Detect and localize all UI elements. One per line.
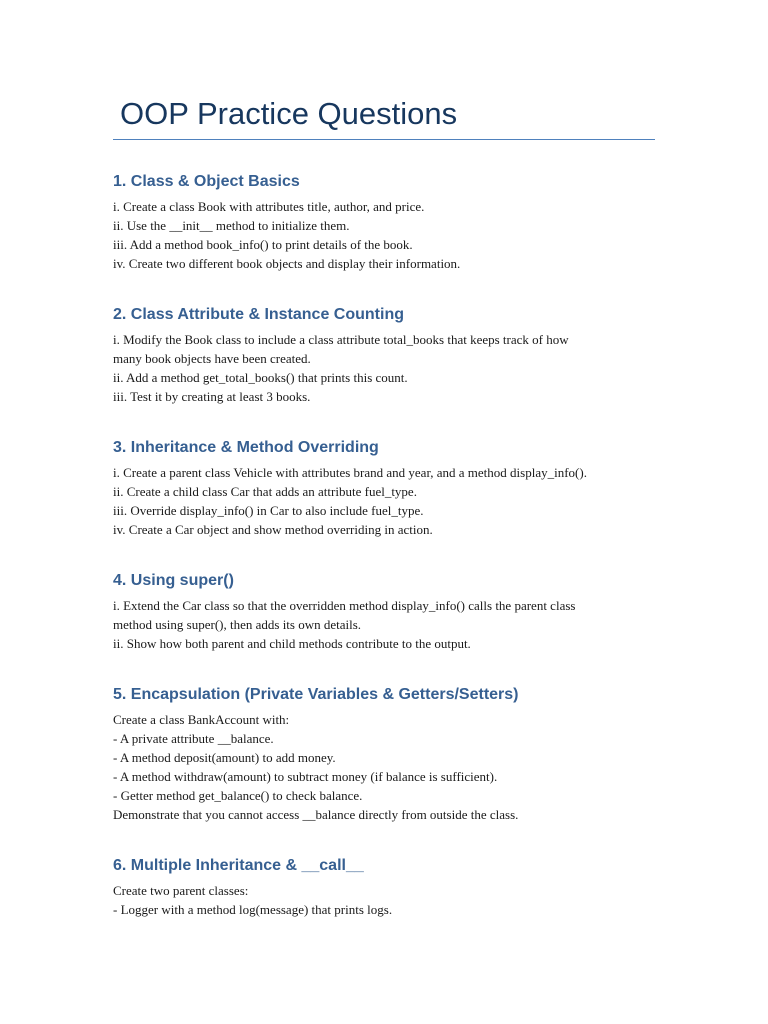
question-line: Demonstrate that you cannot access __balance directly from outside the class.: [113, 807, 519, 822]
section-using-super: [113, 570, 673, 653]
section-heading: 1. Class & Object Basics: [113, 173, 300, 190]
section-heading: 4. Using super(): [113, 572, 234, 589]
section-heading: 2. Class Attribute & Instance Counting: [113, 306, 404, 323]
question-line: iv. Create a Car object and show method overriding in action.: [113, 522, 433, 537]
section-multiple-inheritance: [113, 855, 673, 919]
section-heading: 3. Inheritance & Method Overriding: [113, 439, 379, 456]
question-line: ii. Create a child class Car that adds an attribute fuel_type.: [113, 484, 417, 499]
section-heading: 5. Encapsulation (Private Variables & Getters/Setters): [113, 686, 519, 703]
question-line: iii. Override display_info() in Car to also include fuel_type.: [113, 503, 424, 518]
section-heading: 6. Multiple Inheritance & __call__: [113, 857, 364, 874]
question-line: iii. Test it by creating at least 3 books.: [113, 389, 311, 404]
question-line: i. Modify the Book class to include a class attribute total_books that keeps track of how: [113, 332, 569, 347]
question-line: - A private attribute __balance.: [113, 731, 274, 746]
question-line: Create a class BankAccount with:: [113, 712, 290, 727]
question-line: ii. Use the __init__ method to initialize them.: [113, 218, 350, 233]
question-line: ii. Show how both parent and child methods contribute to the output.: [113, 636, 471, 651]
title-underline: [113, 139, 655, 140]
question-line: iv. Create two different book objects and display their information.: [113, 256, 461, 271]
section-encapsulation: [113, 684, 673, 824]
question-line: many book objects have been created.: [113, 351, 311, 366]
question-line: Create two parent classes:: [113, 883, 249, 898]
question-line: iii. Add a method book_info() to print details of the book.: [113, 237, 413, 252]
question-line: ii. Add a method get_total_books() that prints this count.: [113, 370, 408, 385]
question-line: - A method deposit(amount) to add money.: [113, 750, 336, 765]
question-line: - A method withdraw(amount) to subtract money (if balance is sufficient).: [113, 769, 498, 784]
question-line: i. Create a parent class Vehicle with attributes brand and year, and a method display_info().: [113, 465, 587, 480]
section-inheritance-overriding: [113, 437, 673, 539]
document-title: OOP Practice Questions: [120, 96, 458, 131]
section-class-attribute-counting: [113, 304, 673, 406]
question-line: i. Create a class Book with attributes title, author, and price.: [113, 199, 425, 214]
question-line: method using super(), then adds its own details.: [113, 617, 362, 632]
section-class-object-basics: [113, 171, 673, 273]
question-line: i. Extend the Car class so that the overridden method display_info() calls the parent class: [113, 598, 576, 613]
question-line: - Logger with a method log(message) that prints logs.: [113, 902, 393, 917]
question-line: - Getter method get_balance() to check balance.: [113, 788, 363, 803]
